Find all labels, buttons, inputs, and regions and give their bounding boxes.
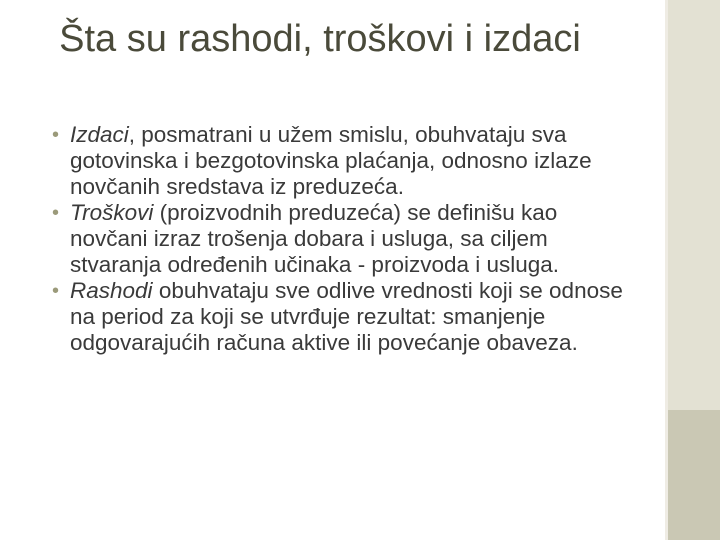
bullet-term: Troškovi — [70, 200, 154, 225]
bullet-dot-icon: • — [52, 202, 60, 224]
bullet-izdaci — [50, 122, 640, 200]
bullet-dot-icon: • — [52, 280, 60, 302]
slide-title: Šta su rashodi, troškovi i izdaci — [59, 18, 581, 60]
bullet-text: obuhvataju sve odlive vrednosti koji se odnose na period za koji se utvrđuje rezultat: smanjenje odgovarajućih računa aktive ili povećanje obaveza. — [70, 278, 623, 355]
side-decoration-accent — [668, 410, 720, 540]
bullet-text: (proizvodnih preduzeća) se definišu kao novčani izraz trošenja dobara i usluga, sa ciljem stvaranja određenih učinaka - proizvoda i usluga. — [70, 200, 560, 277]
slide-body — [50, 122, 640, 356]
bullet-text: , posmatrani u užem smislu, obuhvataju sva gotovinska i bezgotovinska plaćanja, odnosno izlaze novčanih sredstava iz preduzeća. — [70, 122, 592, 199]
bullet-dot-icon: • — [52, 124, 60, 146]
bullet-term: Izdaci — [70, 122, 129, 147]
bullet-troskovi — [50, 200, 640, 278]
bullet-rashodi — [50, 278, 640, 356]
bullet-term: Rashodi — [70, 278, 153, 303]
